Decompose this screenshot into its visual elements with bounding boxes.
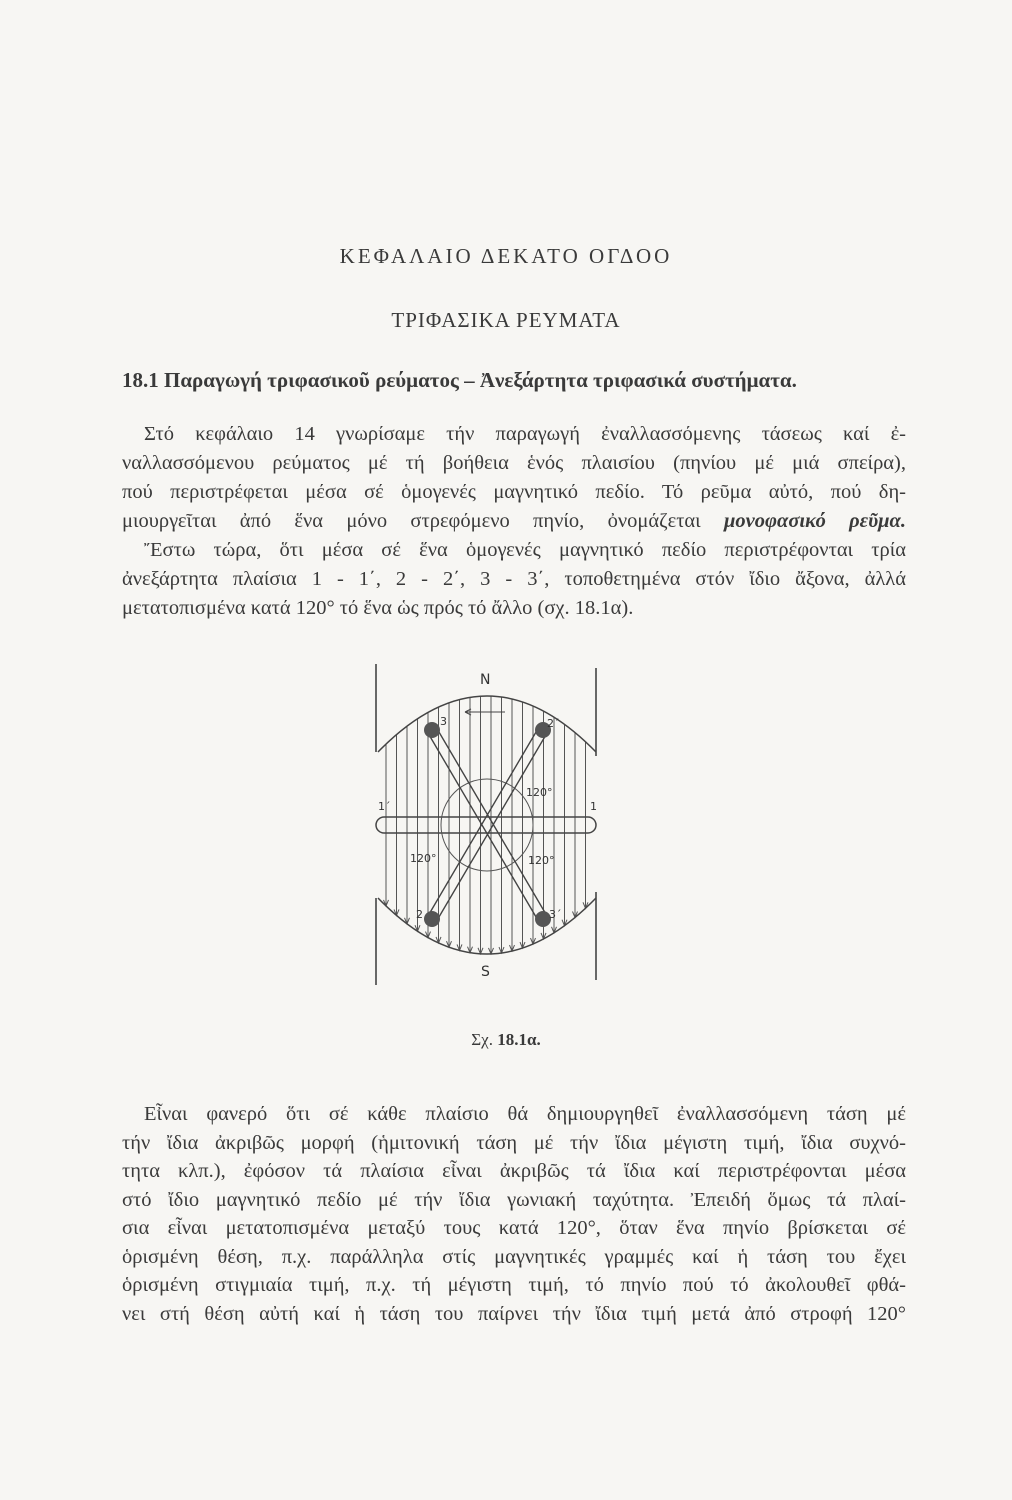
text-line: σια εἶναι μετατοπισμένα μεταξύ τους κατά 120°, ὅταν ἕνα πηνίο βρίσκεται σέ [122, 1217, 906, 1239]
coil-side [436, 727, 547, 916]
section-heading: 18.1 Παραγωγή τριφασικοῦ ρεύματος – Ἀνεξάρτητα τριφασικά συστήματα. [122, 368, 797, 392]
text-line: τήν ἴδια ἀκριβῶς μορφή (ἡμιτονική τάση μέ τήν ἴδια μέγιστη τιμή, ἴδια συχνό- [122, 1131, 906, 1154]
north-pole-face [378, 696, 596, 752]
text-line: Εἶναι φανερό ὅτι σέ κάθε πλαίσιο θά δημιουργηθεῖ ἐναλλασσόμενη τάση μέ [144, 1103, 906, 1125]
south-pole-label: S [481, 964, 490, 980]
north-pole-label: N [480, 672, 491, 688]
text-line: μετατοπισμένα κατά 120° τό ἕνα ὡς πρός τό ἄλλο (σχ. 18.1α). [122, 597, 634, 619]
text-line: πού περιστρέφεται μέσα σέ ὁμογενές μαγνητικό πεδίο. Τό ρεῦμα αὐτό, πού δη- [122, 481, 906, 503]
coil-label-2p: 2΄ [547, 717, 560, 730]
angle-circle [441, 779, 533, 871]
angle-label: 120° [528, 854, 555, 867]
text-line: τητα κλπ.), ἐφόσον τά πλαίσια εἶναι ἀκριβῶς τά ἴδια καί περιστρέφονται μέσα [122, 1160, 906, 1182]
coil-label-2: 2 [416, 908, 423, 921]
south-pole-face [378, 898, 596, 954]
coil-label-3p: 3΄ [549, 908, 562, 921]
coil-conductors [424, 722, 551, 927]
text-line: ὁρισμένη στιγμιαία τιμή, π.χ. τή μέγιστη τιμή, τό πηνίο πού τό ἀκολουθεῖ φθά- [122, 1274, 906, 1296]
angle-label: 120° [410, 852, 437, 865]
rotation-arrow [465, 709, 505, 715]
chapter-subtitle: ΤΡΙΦΑΣΙΚΑ ΡΕΥΜΑΤΑ [391, 308, 621, 332]
text-line: νει στή θέση αὐτή καί ἡ τάση του παίρνει τήν ἴδια τιμή μετά ἀπό στροφή 120° [122, 1302, 906, 1325]
chapter-title: ΚΕΦΑΛΑΙΟ ΔΕΚΑΤΟ ΟΓΔΟΟ [339, 244, 673, 268]
text-line: Ἔστω τώρα, ὅτι μέσα σέ ἕνα ὁμογενές μαγνητικό πεδίο περιστρέφονται τρία [144, 539, 906, 561]
coil-label-1p: 1΄ [378, 800, 391, 813]
coil-label-1: 1 [590, 800, 597, 813]
caption-prefix: Σχ. [471, 1030, 493, 1049]
emphasis-term: μονοφασικό ρεῦμα. [724, 510, 907, 532]
figure-caption [0, 1030, 1012, 1050]
text-line: ἀνεξάρτητα πλαίσια 1 - 1΄, 2 - 2΄, 3 - 3΄, τοποθετημένα στόν ἴδιο ἄξονα, ἀλλά [122, 568, 906, 590]
angle-label: 120° [526, 786, 553, 799]
text-line: Στό κεφάλαιο 14 γνωρίσαμε τήν παραγωγή ἐναλλασσόμενης τάσεως καί ἐ- [144, 423, 906, 445]
coil-label-3: 3 [440, 715, 447, 728]
text-line: ναλλασσόμενου ρεύματος μέ τή βοήθεια ἑνός πλαισίου (πηνίου μέ μιά σπείρα), [122, 452, 906, 474]
text-line: ὁρισμένη θέση, π.χ. παράλληλα στίς μαγνητικές γραμμές καί ἡ τάση του ἔχει [122, 1245, 906, 1268]
caption-number: 18.1α. [497, 1030, 541, 1049]
paragraph-explanation [122, 1100, 906, 1328]
text-line: στό ἴδιο μαγνητικό πεδίο μέ τήν ἴδια γωνιακή ταχύτητα. Ἐπειδή ὅμως τά πλαί- [122, 1188, 906, 1211]
coil-side [436, 733, 547, 922]
text-fragment: μιουργεῖται ἀπό ἕνα μόνο στρεφόμενο πηνίο, ὀνομάζεται [122, 510, 701, 532]
